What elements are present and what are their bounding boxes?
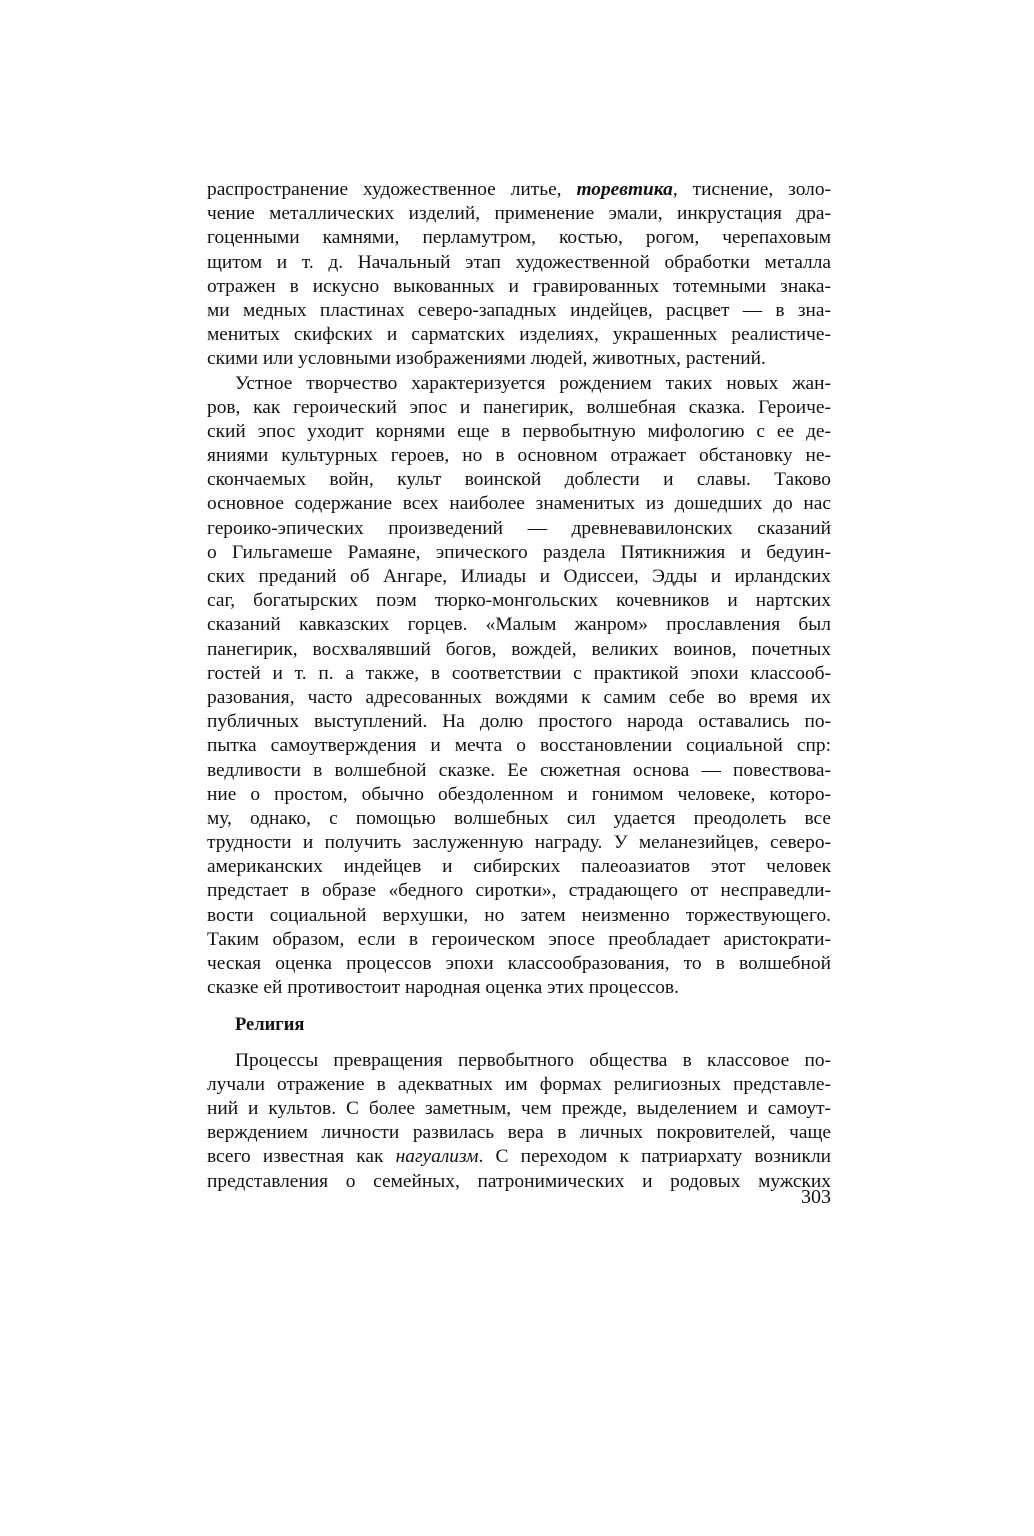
text-line: публичных выступлений. На долю простого народа оставались по- — [207, 711, 831, 733]
paragraph-metalwork — [207, 178, 831, 372]
paragraph-religion — [207, 1049, 831, 1194]
text-line: Таким образом, если в героическом эпосе преобладает аристократи- — [207, 928, 831, 950]
text-line: пытка самоутверждения и мечта о восстановлении социальной спр: — [207, 735, 831, 757]
text-line: основное содержание всех наиболее знаменитых из дошедших до нас — [207, 493, 831, 515]
text-line: му, однако, с помощью волшебных сил удается преодолеть все — [207, 807, 831, 829]
paragraph-oral-tradition — [207, 372, 831, 1001]
text-line: ведливости в волшебной сказке. Ее сюжетная основа — повествова- — [207, 759, 831, 781]
text-line: скончаемых войн, культ воинской доблести и славы. Таково — [207, 469, 831, 491]
text-line: о Гильгамеше Рамаяне, эпического раздела Пятикнижия и бедуин- — [207, 541, 831, 563]
text-line: ских преданий об Ангаре, Илиады и Одиссеи, Эдды и ирландских — [207, 566, 831, 587]
text-line: щитом и т. д. Начальный этап художественной обработки металла — [207, 251, 831, 273]
text-line: отражен в искусно выкованных и гравированных тотемными знака- — [207, 275, 831, 297]
text-line: яниями культурных героев, но в основном отражает обстановку не- — [207, 445, 831, 467]
text-line: сказаний кавказских горцев. «Малым жанром» прославления был — [207, 614, 831, 636]
text-line: панегирик, восхвалявший богов, вождей, великих воинов, почетных — [207, 638, 831, 660]
text-line: предстает в образе «бедного сиротки», страдающего от несправедли- — [207, 880, 831, 902]
term-toreutics: торевтика — [576, 179, 673, 200]
text-line: разования, часто адресованных вождями к самим себе во время их — [207, 686, 831, 708]
text-line: представления о семейных, патронимических и родовых мужских — [207, 1170, 831, 1192]
text-line: ние о простом, обычно обездоленном и гонимом человеке, которо- — [207, 783, 831, 805]
text-line: ский эпос уходит корнями еще в первобытную мифологию с ее де- — [207, 420, 831, 442]
text-line: саг, богатырских поэм тюрко-монгольских кочевников и нартских — [207, 590, 831, 612]
text-line: лучали отражение в адекватных им формах религиозных представле- — [207, 1073, 831, 1095]
text-line: американских индейцев и сибирских палеоазиатов этот человек — [207, 856, 831, 878]
text-line: скими или условными изображениями людей, животных, растений. — [207, 348, 766, 370]
text-line: героико-эпических произведений — древневавилонских сказаний — [207, 517, 831, 539]
text-line: ческая оценка процессов эпохи классообразования, то в волшебной — [207, 953, 831, 974]
text-line: всего известная как нагуализм. С переходом к патриархату возникли — [207, 1146, 832, 1168]
text-line: Устное творчество характеризуется рождением таких новых жан- — [235, 372, 831, 394]
text-line: гостей и т. п. а также, в соответствии с практикой эпохи классооб- — [207, 662, 831, 684]
text-line: Процессы превращения первобытного общества в классовое по- — [235, 1049, 831, 1071]
text-line: менитых скифских и сарматских изделиях, украшенных реалистиче- — [207, 324, 831, 346]
page-number: 303 — [801, 1186, 831, 1208]
term-nagualism: нагуализм — [395, 1146, 479, 1168]
text-line: ний и культов. С более заметным, чем прежде, выделением и самоут- — [207, 1097, 831, 1119]
text-line: ми медных пластинах северо-западных индейцев, расцвет — в зна- — [207, 299, 831, 321]
text-line: чение металлических изделий, применение эмали, инкрустация дра- — [207, 203, 831, 225]
text-line: вости социальной верхушки, но затем неизменно торжествующего. — [207, 904, 831, 926]
text-line: распространение художественное литье, торевтика, тиснение, золо- — [207, 179, 831, 200]
text-line: сказке ей противостоит народная оценка этих процессов. — [207, 977, 679, 999]
text-line: верждением личности развилась вера в личных покровителей, чаще — [207, 1122, 831, 1144]
text-line: гоценными камнями, перламутром, костью, рогом, черепаховым — [207, 227, 831, 249]
text-line: ров, как героический эпос и панегирик, волшебная сказка. Героиче- — [207, 396, 831, 418]
body-text — [207, 178, 831, 1194]
text-line: трудности и получить заслуженную награду. У меланезийцев, северо- — [207, 832, 831, 854]
section-heading-religion: Религия — [235, 1015, 305, 1036]
